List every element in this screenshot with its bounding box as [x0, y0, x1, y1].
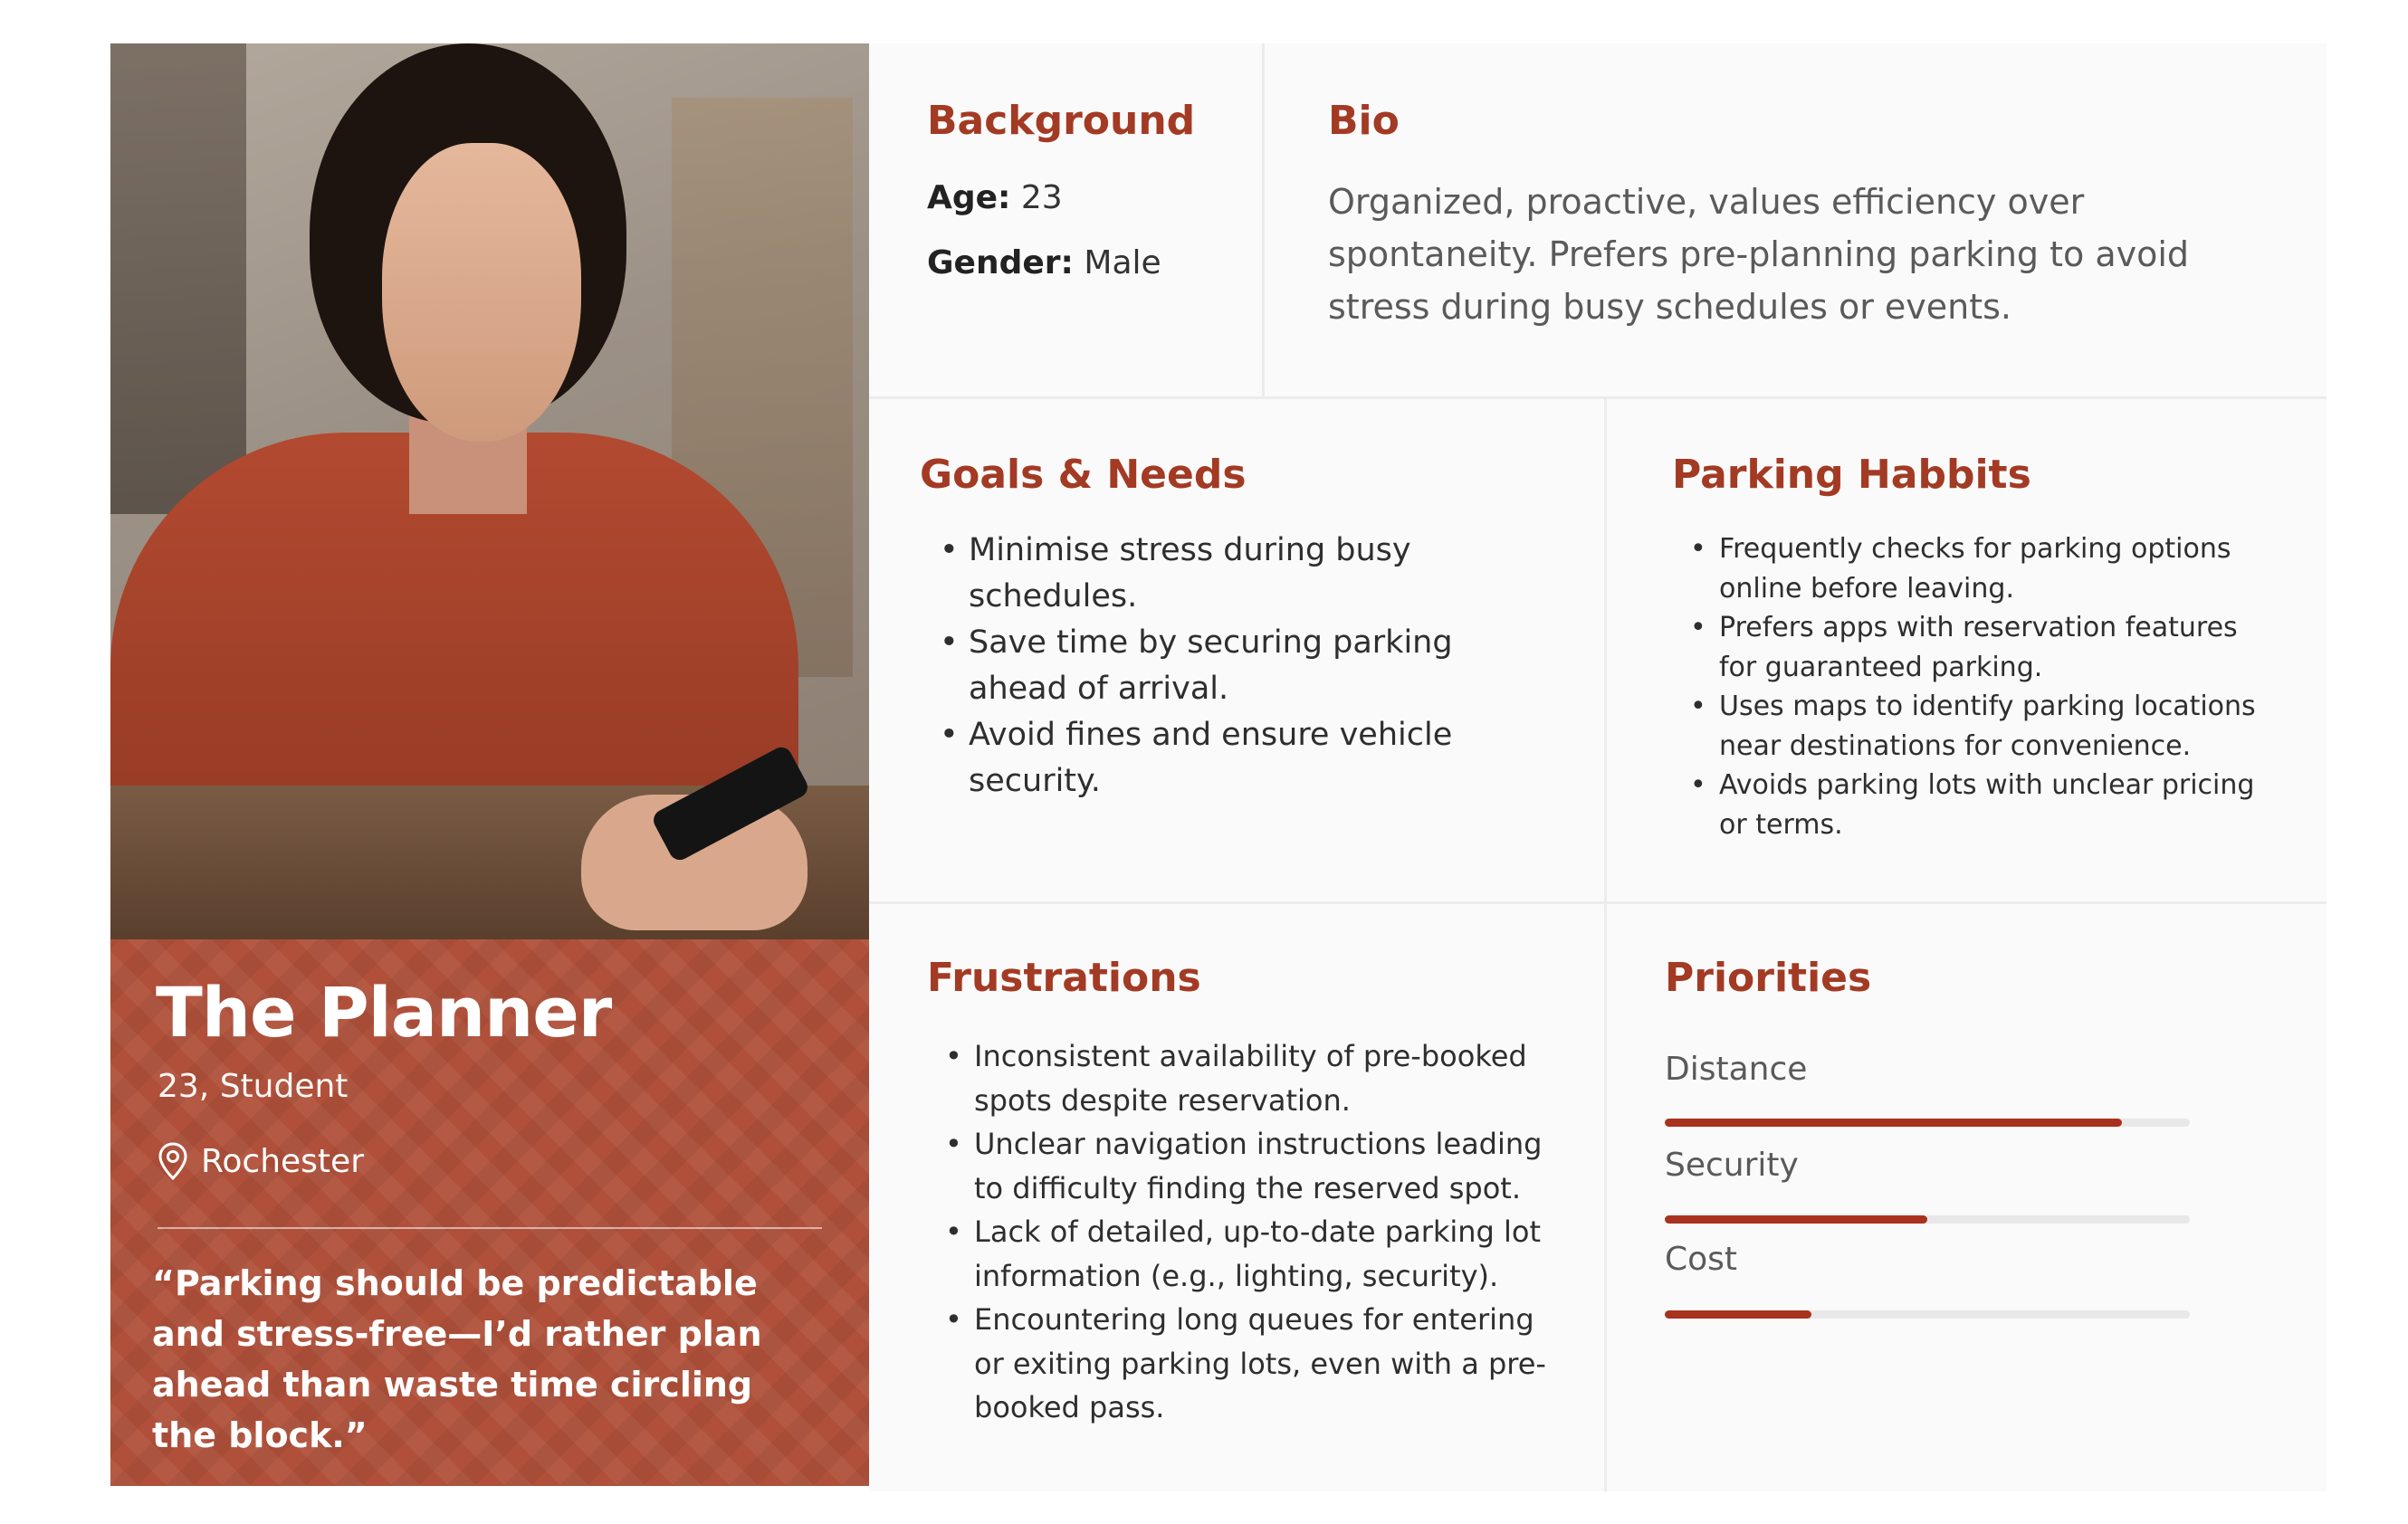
persona-details-panel — [869, 43, 2327, 1491]
persona-location-label: Rochester — [201, 1142, 364, 1180]
frustrations-section — [869, 904, 1604, 1491]
priority-label-security: Security — [1665, 1147, 1799, 1184]
bio-heading: Bio — [1328, 98, 1400, 144]
name-card-divider — [158, 1227, 822, 1229]
gender-row — [927, 244, 1161, 281]
priority-bar-security — [1665, 1215, 2190, 1224]
location-pin-icon — [158, 1142, 188, 1180]
habit-item: • Frequently checks for parking options online before leaving. — [1687, 529, 2275, 608]
bio-section — [1265, 43, 2327, 396]
goals-list — [936, 528, 1552, 805]
goal-item: • Save time by securing parking ahead of arrival. — [936, 620, 1552, 712]
persona-name-card — [110, 939, 869, 1486]
background-heading: Background — [927, 98, 1196, 144]
gender-label: Gender: — [927, 244, 1074, 281]
gender-value: Male — [1084, 244, 1161, 281]
frustration-item: • Lack of detailed, up-to-date parking lot information (e.g., lighting, security). — [941, 1210, 1557, 1298]
priorities-heading: Priorities — [1665, 955, 1872, 1001]
frustration-item: • Inconsistent availability of pre-booked spots despite reservation. — [941, 1034, 1557, 1122]
frustrations-heading: Frustrations — [927, 955, 1201, 1001]
age-label: Age: — [927, 179, 1011, 216]
frustration-item: • Unclear navigation instructions leading to difficulty finding the reserved spot. — [941, 1122, 1557, 1210]
habits-list — [1687, 529, 2275, 844]
persona-quote: “Parking should be predictable and stress-free—I’d rather plan ahead than waste time circling the block.” — [152, 1263, 762, 1455]
goal-item: • Minimise stress during busy schedules. — [936, 528, 1552, 620]
priority-bar-distance — [1665, 1119, 2190, 1127]
habits-section — [1607, 399, 2327, 901]
frustrations-list — [941, 1034, 1557, 1430]
habit-item: • Prefers apps with reservation features for guaranteed parking. — [1687, 608, 2275, 687]
priority-label-cost: Cost — [1665, 1241, 1738, 1278]
priority-label-distance: Distance — [1665, 1051, 1808, 1088]
priority-bar-cost — [1665, 1310, 2190, 1319]
photo-person-face — [382, 143, 581, 442]
bio-text: Organized, proactive, values efficiency over spontaneity. Prefers pre-planning parking to avoid stress during busy schedules or events. — [1328, 182, 2190, 327]
age-row — [927, 179, 1063, 216]
persona-location — [158, 1142, 364, 1180]
photo-background-window — [110, 43, 246, 514]
habits-heading: Parking Habbits — [1672, 452, 2031, 498]
persona-photo — [110, 43, 869, 939]
age-value: 23 — [1020, 179, 1063, 216]
habit-item: • Uses maps to identify parking locations near destinations for convenience. — [1687, 687, 2275, 766]
goal-item: • Avoid fines and ensure vehicle security. — [936, 712, 1552, 805]
persona-subtitle: 23, Student — [158, 1068, 349, 1105]
goals-heading: Goals & Needs — [920, 452, 1247, 498]
habit-item: • Avoids parking lots with unclear pricing or terms. — [1687, 766, 2275, 844]
priority-bar-fill — [1665, 1310, 1811, 1319]
background-section — [869, 43, 1262, 396]
priority-bar-fill — [1665, 1215, 1927, 1224]
persona-name: The Planner — [156, 972, 612, 1053]
goals-section — [869, 399, 1604, 901]
frustration-item: • Encountering long queues for entering or exiting parking lots, even with a pre-booked pass. — [941, 1298, 1557, 1430]
priority-bar-fill — [1665, 1119, 2122, 1127]
priorities-section — [1607, 904, 2327, 1491]
